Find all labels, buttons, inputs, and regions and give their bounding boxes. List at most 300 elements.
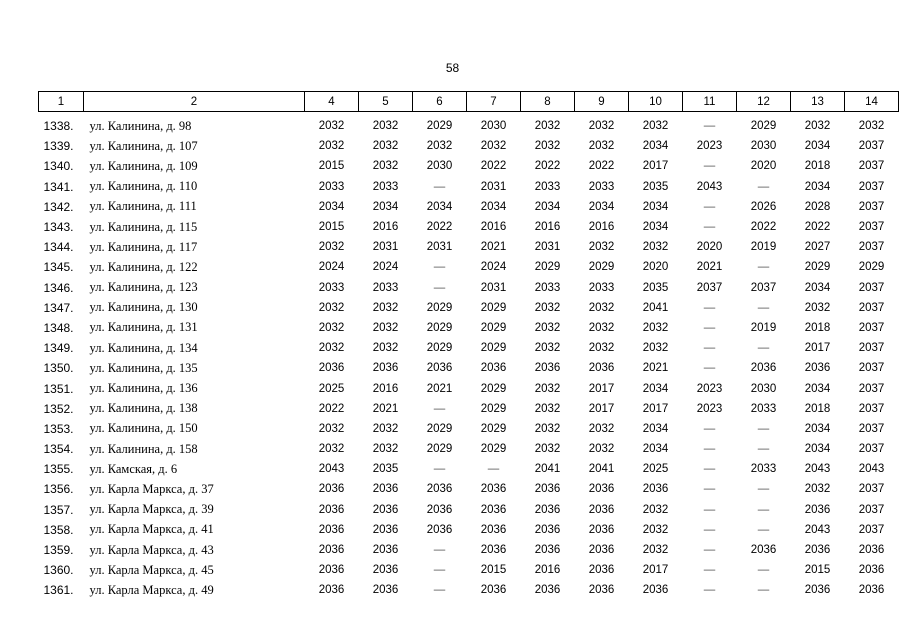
year-cell: — xyxy=(703,342,716,355)
year-cell: 2030 xyxy=(480,120,507,133)
table-row xyxy=(39,156,899,176)
row-address: ул. Карла Маркса, д. 39 xyxy=(89,502,214,517)
year-cell: 2036 xyxy=(318,584,345,597)
year-cell: 2029 xyxy=(480,301,507,314)
year-cell: 2024 xyxy=(318,261,345,274)
year-cell: 2036 xyxy=(318,523,345,536)
year-cell: 2029 xyxy=(426,301,453,314)
year-cell: 2032 xyxy=(804,120,831,133)
year-cell: — xyxy=(757,301,770,314)
year-cell: 2029 xyxy=(426,443,453,456)
year-cell: 2034 xyxy=(804,180,831,193)
year-cell: 2036 xyxy=(534,362,561,375)
year-cell: 2037 xyxy=(858,140,885,153)
year-cell: 2037 xyxy=(696,281,723,294)
year-cell: — xyxy=(757,422,770,435)
year-cell: 2032 xyxy=(372,120,399,133)
row-number: 1339. xyxy=(43,139,74,154)
row-number: 1352. xyxy=(43,401,74,416)
year-cell: 2032 xyxy=(588,301,615,314)
year-cell: 2036 xyxy=(318,544,345,557)
row-number: 1345. xyxy=(43,260,74,275)
year-cell: — xyxy=(757,523,770,536)
year-cell: 2034 xyxy=(588,200,615,213)
year-cell: 2017 xyxy=(804,342,831,355)
row-address: ул. Карла Маркса, д. 49 xyxy=(89,582,214,597)
year-cell: 2032 xyxy=(588,241,615,254)
row-number: 1338. xyxy=(43,119,74,134)
row-address: ул. Калинина, д. 131 xyxy=(89,320,198,335)
year-cell: 2036 xyxy=(426,483,453,496)
year-cell: 2019 xyxy=(750,321,777,334)
year-cell: 2032 xyxy=(534,422,561,435)
year-cell: 2036 xyxy=(588,584,615,597)
year-cell: 2032 xyxy=(318,140,345,153)
year-cell: 2029 xyxy=(480,321,507,334)
year-cell: — xyxy=(703,301,716,314)
year-cell: 2029 xyxy=(750,120,777,133)
year-cell: 2037 xyxy=(858,422,885,435)
year-cell: 2032 xyxy=(588,140,615,153)
row-address: ул. Калинина, д. 135 xyxy=(89,360,198,375)
row-address: ул. Калинина, д. 130 xyxy=(89,300,198,315)
year-cell: 2017 xyxy=(642,564,669,577)
year-cell: — xyxy=(757,503,770,516)
year-cell: 2037 xyxy=(858,483,885,496)
year-cell: 2016 xyxy=(372,382,399,395)
table-row xyxy=(39,338,899,358)
header-row xyxy=(39,92,899,112)
year-cell: 2029 xyxy=(804,261,831,274)
year-cell: 2021 xyxy=(696,261,723,274)
row-number: 1343. xyxy=(43,220,74,235)
year-cell: 2032 xyxy=(588,321,615,334)
year-cell: 2032 xyxy=(642,503,669,516)
year-cell: 2036 xyxy=(534,584,561,597)
year-cell: 2032 xyxy=(534,321,561,334)
year-cell: 2016 xyxy=(480,221,507,234)
year-cell: 2032 xyxy=(372,160,399,173)
year-cell: — xyxy=(433,544,446,557)
year-cell: 2029 xyxy=(480,422,507,435)
year-cell: 2024 xyxy=(372,261,399,274)
year-cell: 2035 xyxy=(642,281,669,294)
year-cell: 2032 xyxy=(426,140,453,153)
year-cell: 2034 xyxy=(804,422,831,435)
year-cell: 2032 xyxy=(480,140,507,153)
year-cell: 2018 xyxy=(804,402,831,415)
year-cell: 2020 xyxy=(696,241,723,254)
year-cell: 2037 xyxy=(858,221,885,234)
row-address: ул. Калинина, д. 150 xyxy=(89,421,198,436)
year-cell: 2032 xyxy=(534,382,561,395)
year-cell: 2037 xyxy=(858,342,885,355)
year-cell: 2031 xyxy=(480,180,507,193)
row-number: 1348. xyxy=(43,320,74,335)
year-cell: 2026 xyxy=(750,200,777,213)
year-cell: 2036 xyxy=(534,544,561,557)
year-cell: 2036 xyxy=(480,544,507,557)
row-address: ул. Карла Маркса, д. 43 xyxy=(89,542,214,557)
column-header-7: 7 xyxy=(467,92,521,112)
row-number: 1341. xyxy=(43,179,74,194)
year-cell: 2036 xyxy=(372,544,399,557)
year-cell: 2032 xyxy=(588,443,615,456)
table-row xyxy=(39,177,899,197)
year-cell: 2034 xyxy=(426,200,453,213)
row-address: ул. Калинина, д. 111 xyxy=(89,199,197,214)
row-address: ул. Калинина, д. 136 xyxy=(89,381,198,396)
year-cell: — xyxy=(703,200,716,213)
column-header-5: 5 xyxy=(359,92,413,112)
table-row xyxy=(39,257,899,277)
year-cell: — xyxy=(703,483,716,496)
year-cell: 2037 xyxy=(858,523,885,536)
year-cell: 2036 xyxy=(372,523,399,536)
year-cell: 2036 xyxy=(588,362,615,375)
year-cell: 2037 xyxy=(750,281,777,294)
year-cell: 2036 xyxy=(372,584,399,597)
year-cell: 2015 xyxy=(318,160,345,173)
year-cell: 2036 xyxy=(858,544,885,557)
year-cell: 2032 xyxy=(534,301,561,314)
row-number: 1357. xyxy=(43,502,74,517)
row-address: ул. Калинина, д. 134 xyxy=(89,340,198,355)
table-row xyxy=(39,520,899,540)
year-cell: 2034 xyxy=(318,200,345,213)
table-body xyxy=(39,112,899,601)
year-cell: 2016 xyxy=(588,221,615,234)
year-cell: 2024 xyxy=(480,261,507,274)
year-cell: 2032 xyxy=(372,422,399,435)
year-cell: 2036 xyxy=(318,503,345,516)
column-header-6: 6 xyxy=(413,92,467,112)
year-cell: 2033 xyxy=(372,180,399,193)
year-cell: 2041 xyxy=(588,463,615,476)
year-cell: 2036 xyxy=(372,483,399,496)
year-cell: 2032 xyxy=(534,342,561,355)
column-header-8: 8 xyxy=(521,92,575,112)
year-cell: 2022 xyxy=(804,221,831,234)
row-number: 1340. xyxy=(43,159,74,174)
year-cell: 2043 xyxy=(318,463,345,476)
year-cell: 2037 xyxy=(858,443,885,456)
row-address: ул. Калинина, д. 110 xyxy=(89,179,198,194)
table-row xyxy=(39,237,899,257)
year-cell: 2037 xyxy=(858,362,885,375)
year-cell: — xyxy=(703,362,716,375)
row-address: ул. Калинина, д. 98 xyxy=(89,118,192,133)
year-cell: 2037 xyxy=(858,200,885,213)
year-cell: 2036 xyxy=(372,564,399,577)
table-row xyxy=(39,298,899,318)
year-cell: 2021 xyxy=(372,402,399,415)
year-cell: 2022 xyxy=(426,221,453,234)
year-cell: 2029 xyxy=(858,261,885,274)
year-cell: 2034 xyxy=(804,443,831,456)
year-cell: 2016 xyxy=(372,221,399,234)
year-cell: 2036 xyxy=(426,503,453,516)
row-address: ул. Карла Маркса, д. 41 xyxy=(89,522,214,537)
year-cell: — xyxy=(433,281,446,294)
year-cell: 2036 xyxy=(534,503,561,516)
year-cell: 2036 xyxy=(480,362,507,375)
table-row xyxy=(39,358,899,378)
year-cell: 2033 xyxy=(588,281,615,294)
year-cell: 2032 xyxy=(642,120,669,133)
year-cell: 2018 xyxy=(804,321,831,334)
year-cell: 2029 xyxy=(480,382,507,395)
year-cell: 2034 xyxy=(480,200,507,213)
year-cell: 2033 xyxy=(318,180,345,193)
year-cell: 2016 xyxy=(534,221,561,234)
table-row xyxy=(39,560,899,580)
year-cell: — xyxy=(703,120,716,133)
year-cell: 2037 xyxy=(858,241,885,254)
year-cell: 2036 xyxy=(858,584,885,597)
table-row xyxy=(39,419,899,439)
year-cell: — xyxy=(433,463,446,476)
year-cell: 2032 xyxy=(318,443,345,456)
table-row xyxy=(39,459,899,479)
year-cell: 2033 xyxy=(318,281,345,294)
year-cell: 2036 xyxy=(642,584,669,597)
year-cell: 2034 xyxy=(534,200,561,213)
year-cell: 2036 xyxy=(588,544,615,557)
year-cell: 2036 xyxy=(534,523,561,536)
column-header-2: 2 xyxy=(84,92,305,112)
row-address: ул. Карла Маркса, д. 45 xyxy=(89,562,214,577)
year-cell: 2032 xyxy=(588,342,615,355)
year-cell: 2034 xyxy=(642,443,669,456)
year-cell: 2036 xyxy=(372,362,399,375)
year-cell: 2030 xyxy=(750,382,777,395)
year-cell: 2029 xyxy=(426,342,453,355)
table-row xyxy=(39,378,899,398)
year-cell: 2032 xyxy=(372,301,399,314)
year-cell: 2017 xyxy=(588,402,615,415)
year-cell: 2037 xyxy=(858,503,885,516)
year-cell: 2032 xyxy=(318,321,345,334)
year-cell: 2031 xyxy=(372,241,399,254)
table-row xyxy=(39,217,899,237)
year-cell: 2033 xyxy=(372,281,399,294)
year-cell: 2036 xyxy=(588,503,615,516)
year-cell: 2032 xyxy=(642,523,669,536)
column-header-9: 9 xyxy=(575,92,629,112)
year-cell: 2033 xyxy=(750,463,777,476)
year-cell: 2036 xyxy=(318,564,345,577)
column-header-4: 4 xyxy=(305,92,359,112)
row-address: ул. Калинина, д. 138 xyxy=(89,401,198,416)
row-address: ул. Карла Маркса, д. 37 xyxy=(89,481,214,496)
row-address: ул. Калинина, д. 117 xyxy=(89,239,198,254)
year-cell: 2016 xyxy=(534,564,561,577)
year-cell: 2037 xyxy=(858,160,885,173)
year-cell: 2015 xyxy=(804,564,831,577)
row-number: 1344. xyxy=(43,240,74,255)
year-cell: — xyxy=(757,584,770,597)
column-header-12: 12 xyxy=(737,92,791,112)
table-row xyxy=(39,580,899,600)
year-cell: 2032 xyxy=(804,483,831,496)
year-cell: 2037 xyxy=(858,281,885,294)
year-cell: 2036 xyxy=(804,362,831,375)
year-cell: — xyxy=(703,443,716,456)
year-cell: 2032 xyxy=(804,301,831,314)
row-number: 1347. xyxy=(43,300,74,315)
year-cell: — xyxy=(757,180,770,193)
row-number: 1353. xyxy=(43,421,74,436)
table-row xyxy=(39,197,899,217)
row-number: 1350. xyxy=(43,361,74,376)
year-cell: 2022 xyxy=(480,160,507,173)
year-cell: 2036 xyxy=(750,362,777,375)
year-cell: — xyxy=(757,443,770,456)
table-row xyxy=(39,112,899,137)
year-cell: 2031 xyxy=(534,241,561,254)
year-cell: 2020 xyxy=(642,261,669,274)
year-cell: 2030 xyxy=(750,140,777,153)
year-cell: 2020 xyxy=(750,160,777,173)
year-cell: 2032 xyxy=(588,120,615,133)
year-cell: — xyxy=(703,544,716,557)
year-cell: 2022 xyxy=(318,402,345,415)
year-cell: 2037 xyxy=(858,382,885,395)
year-cell: 2017 xyxy=(588,382,615,395)
table-row xyxy=(39,439,899,459)
column-header-11: 11 xyxy=(683,92,737,112)
year-cell: — xyxy=(433,180,446,193)
year-cell: 2034 xyxy=(642,200,669,213)
year-cell: 2025 xyxy=(318,382,345,395)
year-cell: 2037 xyxy=(858,321,885,334)
row-address: ул. Калинина, д. 122 xyxy=(89,259,198,274)
year-cell: 2036 xyxy=(588,564,615,577)
year-cell: 2041 xyxy=(642,301,669,314)
year-cell: 2033 xyxy=(534,180,561,193)
year-cell: 2034 xyxy=(804,281,831,294)
year-cell: 2036 xyxy=(750,544,777,557)
row-address: ул. Калинина, д. 109 xyxy=(89,158,198,173)
year-cell: 2032 xyxy=(642,544,669,557)
year-cell: 2033 xyxy=(750,402,777,415)
year-cell: 2036 xyxy=(372,503,399,516)
year-cell: 2031 xyxy=(426,241,453,254)
year-cell: 2029 xyxy=(426,120,453,133)
year-cell: 2032 xyxy=(642,321,669,334)
year-cell: 2029 xyxy=(426,321,453,334)
year-cell: 2036 xyxy=(804,544,831,557)
year-cell: 2036 xyxy=(480,503,507,516)
table-row xyxy=(39,479,899,499)
row-number: 1355. xyxy=(43,462,74,477)
year-cell: 2043 xyxy=(804,463,831,476)
year-cell: 2037 xyxy=(858,180,885,193)
column-header-14: 14 xyxy=(845,92,899,112)
year-cell: — xyxy=(433,402,446,415)
year-cell: 2027 xyxy=(804,241,831,254)
year-cell: 2022 xyxy=(588,160,615,173)
year-cell: — xyxy=(703,321,716,334)
year-cell: 2031 xyxy=(480,281,507,294)
year-cell: 2021 xyxy=(426,382,453,395)
year-cell: — xyxy=(703,503,716,516)
year-cell: 2015 xyxy=(318,221,345,234)
row-address: ул. Калинина, д. 107 xyxy=(89,138,198,153)
year-cell: 2036 xyxy=(642,483,669,496)
year-cell: 2036 xyxy=(480,523,507,536)
year-cell: 2032 xyxy=(588,422,615,435)
year-cell: 2032 xyxy=(534,140,561,153)
table-header xyxy=(39,92,899,112)
column-header-13: 13 xyxy=(791,92,845,112)
year-cell: — xyxy=(433,564,446,577)
year-cell: 2035 xyxy=(372,463,399,476)
year-cell: 2036 xyxy=(318,362,345,375)
year-cell: — xyxy=(703,463,716,476)
year-cell: 2029 xyxy=(480,342,507,355)
row-number: 1354. xyxy=(43,442,74,457)
year-cell: 2029 xyxy=(426,422,453,435)
year-cell: 2032 xyxy=(318,241,345,254)
year-cell: 2034 xyxy=(642,140,669,153)
year-cell: 2036 xyxy=(318,483,345,496)
year-cell: — xyxy=(433,261,446,274)
year-cell: 2023 xyxy=(696,140,723,153)
year-cell: 2036 xyxy=(858,564,885,577)
year-cell: 2036 xyxy=(426,523,453,536)
year-cell: — xyxy=(757,564,770,577)
year-cell: 2028 xyxy=(804,200,831,213)
year-cell: — xyxy=(703,422,716,435)
year-cell: 2029 xyxy=(480,443,507,456)
year-cell: 2036 xyxy=(426,362,453,375)
row-address: ул. Камская, д. 6 xyxy=(89,461,178,476)
year-cell: 2032 xyxy=(534,402,561,415)
year-cell: — xyxy=(703,523,716,536)
year-cell: 2029 xyxy=(588,261,615,274)
year-cell: — xyxy=(487,463,500,476)
column-header-1: 1 xyxy=(39,92,84,112)
year-cell: 2022 xyxy=(534,160,561,173)
year-cell: 2036 xyxy=(588,523,615,536)
year-cell: 2021 xyxy=(642,362,669,375)
year-cell: 2036 xyxy=(480,483,507,496)
year-cell: 2032 xyxy=(642,342,669,355)
year-cell: 2025 xyxy=(642,463,669,476)
year-cell: 2021 xyxy=(480,241,507,254)
year-cell: 2036 xyxy=(804,503,831,516)
table-row xyxy=(39,540,899,560)
year-cell: 2032 xyxy=(372,342,399,355)
year-cell: 2019 xyxy=(750,241,777,254)
year-cell: 2033 xyxy=(534,281,561,294)
row-number: 1342. xyxy=(43,199,74,214)
year-cell: 2034 xyxy=(642,382,669,395)
year-cell: 2036 xyxy=(804,584,831,597)
table-row xyxy=(39,278,899,298)
year-cell: 2018 xyxy=(804,160,831,173)
year-cell: 2030 xyxy=(426,160,453,173)
year-cell: 2032 xyxy=(318,422,345,435)
year-cell: — xyxy=(703,584,716,597)
year-cell: 2036 xyxy=(480,584,507,597)
table-row xyxy=(39,318,899,338)
year-cell: 2032 xyxy=(318,120,345,133)
year-cell: 2037 xyxy=(858,301,885,314)
year-cell: 2017 xyxy=(642,402,669,415)
